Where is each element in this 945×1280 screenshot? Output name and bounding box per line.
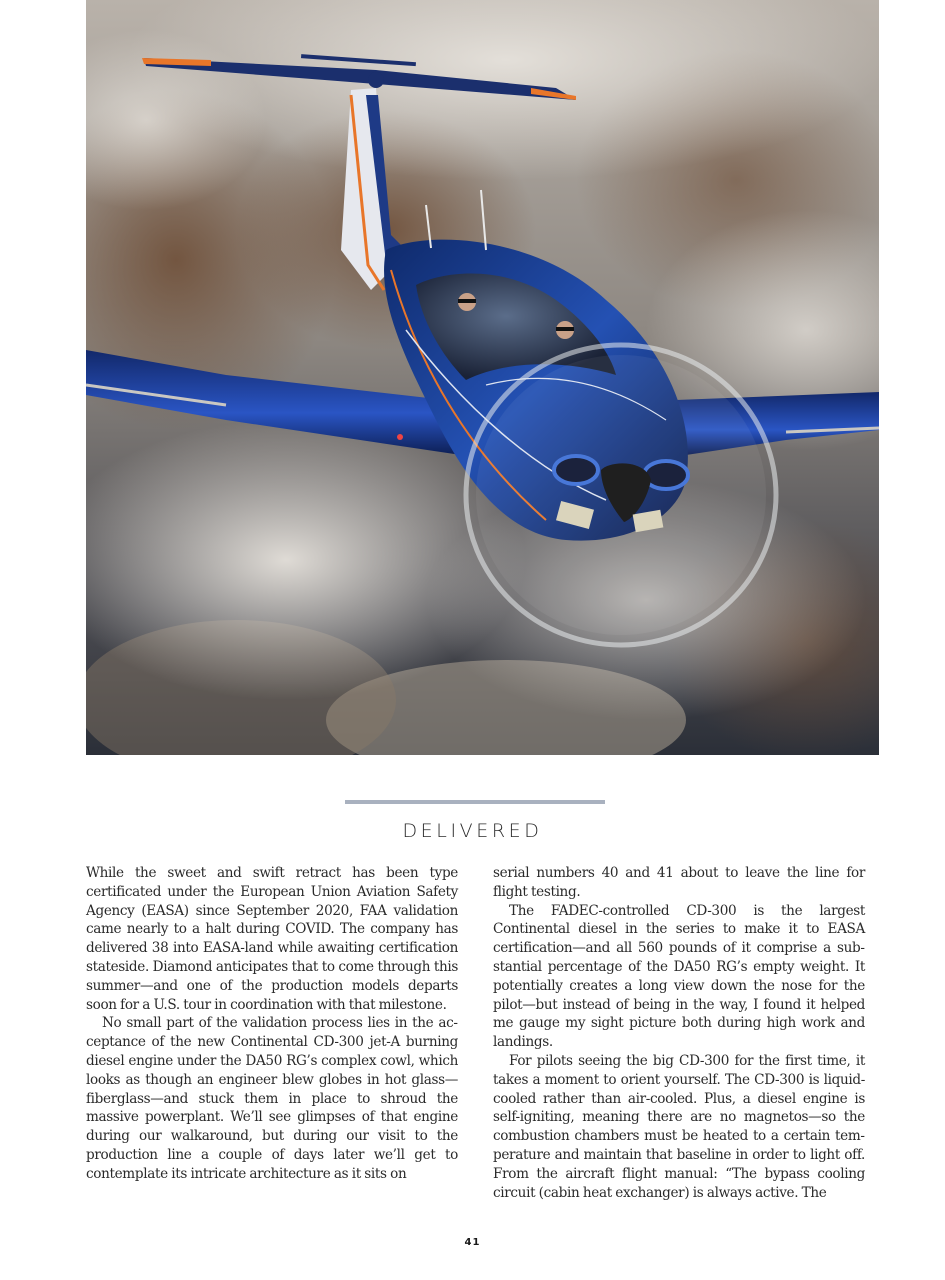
article-paragraph: serial numbers 40 and 41 about to leave the line for flight testing. bbox=[493, 865, 865, 900]
article-paragraph: The FADEC-controlled CD-300 is the largest Continental diesel in the series to make it to EASA certification—and all 560 pounds of it comprise a substantial percentage of the DA50 RG’s empty weight. It potentially creates a long view down the nose for the pilot—but instead of being in the way, I found it helped me gauge my sight picture both during high work and landings. bbox=[493, 902, 865, 1051]
article-column-left bbox=[86, 864, 458, 1184]
section-heading: DELIVERED bbox=[402, 820, 543, 842]
aircraft-photo bbox=[86, 0, 879, 755]
aircraft-illustration bbox=[86, 0, 879, 755]
article-paragraph: While the sweet and swift retract has been type certificated under the European Union Aviation Safety Agency (EASA) since September 2020, FAA validation came nearly to a halt during COVID. The company has delivered 38 into EASA-land while awaiting certification stateside. Diamond anticipates that to come through this summer—and one of the production models departs soon for a U.S. tour in coordination with that milestone. bbox=[86, 865, 458, 1013]
section-divider-rule bbox=[345, 800, 605, 804]
article-paragraph: No small part of the validation process lies in the acceptance of the new Continental CD-300 jet-A burning diesel engine under the DA50 RG’s complex cowl, which looks as though an engineer blew globes in hot glass—fiberglass—and stuck them in place to shroud the massive powerplant. We’ll see glimpses of that engine during our walkaround, but during our visit to the production line a couple of days later we’ll get to contemplate its intricate architecture as it sits on bbox=[86, 1015, 458, 1182]
article-paragraph: For pilots seeing the big CD-300 for the first time, it takes a moment to orient yourself. The CD-300 is liquid-cooled rather than air-cooled. Plus, a diesel engine is self-igniting, meaning there are no magnetos—so the combustion chambers must be heated to a certain temperature and maintain that baseline in order to light off. From the aircraft flight manual: “The bypass cooling circuit (cabin heat exchanger) is always active. The bbox=[493, 1052, 865, 1201]
article-column-right bbox=[493, 864, 865, 1202]
page-number: 41 bbox=[464, 1237, 481, 1248]
